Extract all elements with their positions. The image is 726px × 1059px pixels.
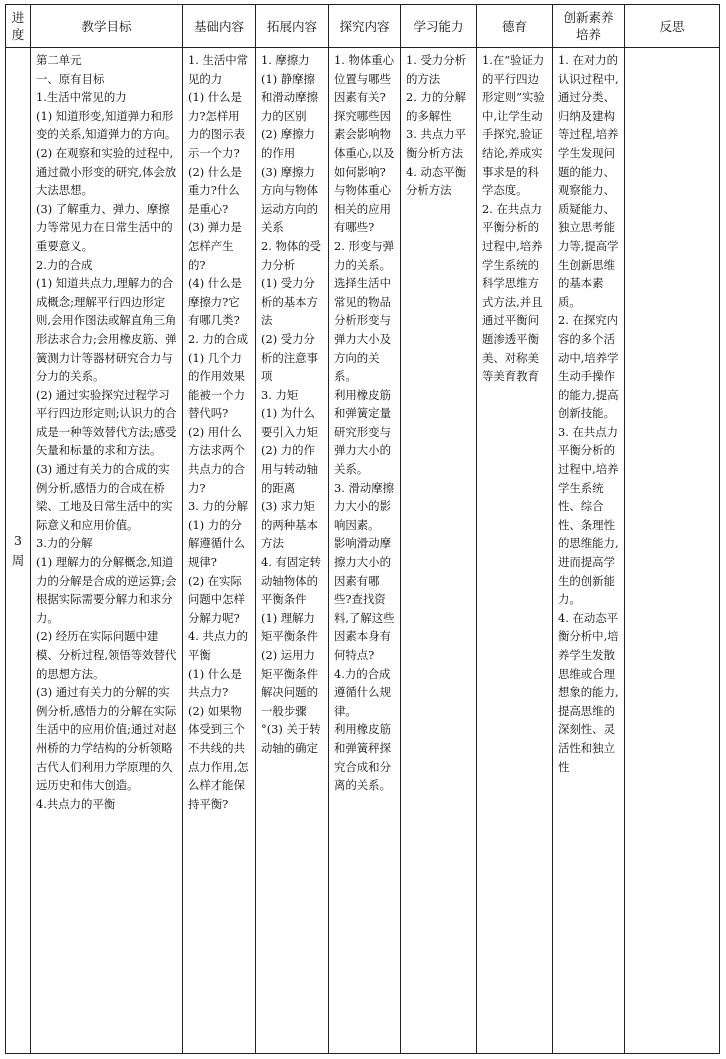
header-row bbox=[6, 5, 720, 48]
header-basic-content: 基础内容 bbox=[183, 5, 256, 48]
header-moral-education: 德育 bbox=[477, 5, 553, 48]
header-reflection: 反思 bbox=[625, 5, 720, 48]
reflection-cell bbox=[625, 48, 720, 1054]
week-cell: 3 周 bbox=[6, 48, 31, 1054]
header-extended-content: 拓展内容 bbox=[256, 5, 329, 48]
innovation-cultivation-cell: 1. 在对力的认识过程中,通过分类、归纳及建构等过程,培养学生发现问题的能力、观察能力、质疑能力、独立思考能力等,提高学生创新思维的基本素质。 2. 在探究内容的多个活动中,培养学生动手操作的能力,提高创新技能。 3. 在共点力平衡分析的过程中,培养学生系统性、综合性、条理性的思维能力,进而提高学生的创新能力。 4. 在动态平衡分析中,培养学生发散思维或合理想象的能力,提高思维的深刻性、灵活性和独立性 bbox=[553, 48, 625, 1054]
moral-education-cell: 1.在“验证力的平行四边形定则”实验中,让学生动手探究,验证结论,养成实事求是的科学态度。 2. 在共点力平衡分析的过程中,培养学生系统的科学思维方式方法,并且通过平衡问题渗透平衡美、对称美等美育教育 bbox=[477, 48, 553, 1054]
learning-ability-cell: 1. 受力分析的方法 2. 力的分解的多解性 3. 共点力平衡分析方法 4. 动态平衡分析方法 bbox=[401, 48, 477, 1054]
lesson-plan-sheet bbox=[5, 4, 720, 1054]
basic-content-cell: 1. 生活中常见的力 (1) 什么是力?怎样用力的图示表示一个力? (2) 什么是重力?什么是重心? (3) 弹力是怎样产生的? (4) 什么是摩擦力?它有哪几类? 2. 力的合成 (1) 几个力的作用效果能被一个力替代吗? (2) 用什么方法求两个共点力的合力? 3. 力的分解 (1) 力的分解遵循什么规律? (2) 在实际问题中怎样分解力呢? 4. 共点力的平衡 (1) 什么是共点力? (2) 如果物体受到三个不共线的共点力作用,怎么样才能保持平衡? bbox=[183, 48, 256, 1054]
header-innovation-cultivation: 创新素养 培养 bbox=[553, 5, 625, 48]
week-row bbox=[6, 48, 720, 1054]
header-inquiry-content: 探究内容 bbox=[329, 5, 401, 48]
header-progress: 进 度 bbox=[6, 5, 31, 48]
header-learning-ability: 学习能力 bbox=[401, 5, 477, 48]
teaching-goals-cell: 第二单元 一、原有目标 1.生活中常见的力 (1) 知道形变,知道弹力和形变的关系,知道弹力的方向。 (2) 在观察和实验的过程中,通过微小形变的研究,体会放大法思想。 (3) 了解重力、弹力、摩擦力等常见力在日常生活中的重要意义。 2.力的合成 (1) 知道共点力,理解力的合成概念;理解平行四边形定则,会用作图法或解直角三角形法求合力;会用橡皮筋、弹簧测力计等器材研究合力与分力的关系。 (2) 通过实验探究过程学习平行四边形定则;认识力的合成是一种等效替代方法;感受矢量和标量的求和方法。 (3) 通过有关力的合成的实例分析,感悟力的合成在桥梁、工地及日常生活中的实际意义和应用价值。 3.力的分解 (1) 理解力的分解概念,知道力的分解是合成的逆运算;会根据实际需要分解力和求分力。 (2) 经历在实际问题中建模、分析过程,领悟等效替代的思想方法。 (3) 通过有关力的分解的实例分析,感悟力的分解在实际生活中的应用价值;通过对赵州桥的力学结构的分析领略古代人们利用力学原理的久远历史和伟大创造。 4.共点力的平衡 bbox=[31, 48, 183, 1054]
extended-content-cell: 1. 摩擦力 (1) 静摩擦和滑动摩擦力的区别 (2) 摩擦力的作用 (3) 摩擦力方向与物体运动方向的关系 2. 物体的受力分析 (1) 受力分析的基本方法 (2) 受力分析的注意事项 3. 力矩 (1) 为什么要引入力矩 (2) 力的作用与转动轴的距离 (3) 求力矩的两种基本方法 4. 有固定转动轴物体的平衡条件 (1) 理解力矩平衡条件 (2) 运用力矩平衡条件解决问题的一般步骤 °(3) 关于转动轴的确定 bbox=[256, 48, 329, 1054]
lesson-plan-table bbox=[5, 4, 720, 1054]
inquiry-content-cell: 1. 物体重心位置与哪些因素有关?探究哪些因素会影响物体重心,以及如何影响? 与物体重心相关的应用有哪些? 2. 形变与弹力的关系。 选择生活中常见的物品分析形变与弹力大小及方向的关系。 利用橡皮筋和弹簧定量研究形变与弹力大小的关系。 3. 滑动摩擦力大小的影响因素。 影响滑动摩擦力大小的因素有哪些?查找资料,了解这些因素本身有何特点? 4.力的合成遵循什么规律。 利用橡皮筋和弹簧秤探究合成和分离的关系。 bbox=[329, 48, 401, 1054]
header-teaching-goals: 教学目标 bbox=[31, 5, 183, 48]
